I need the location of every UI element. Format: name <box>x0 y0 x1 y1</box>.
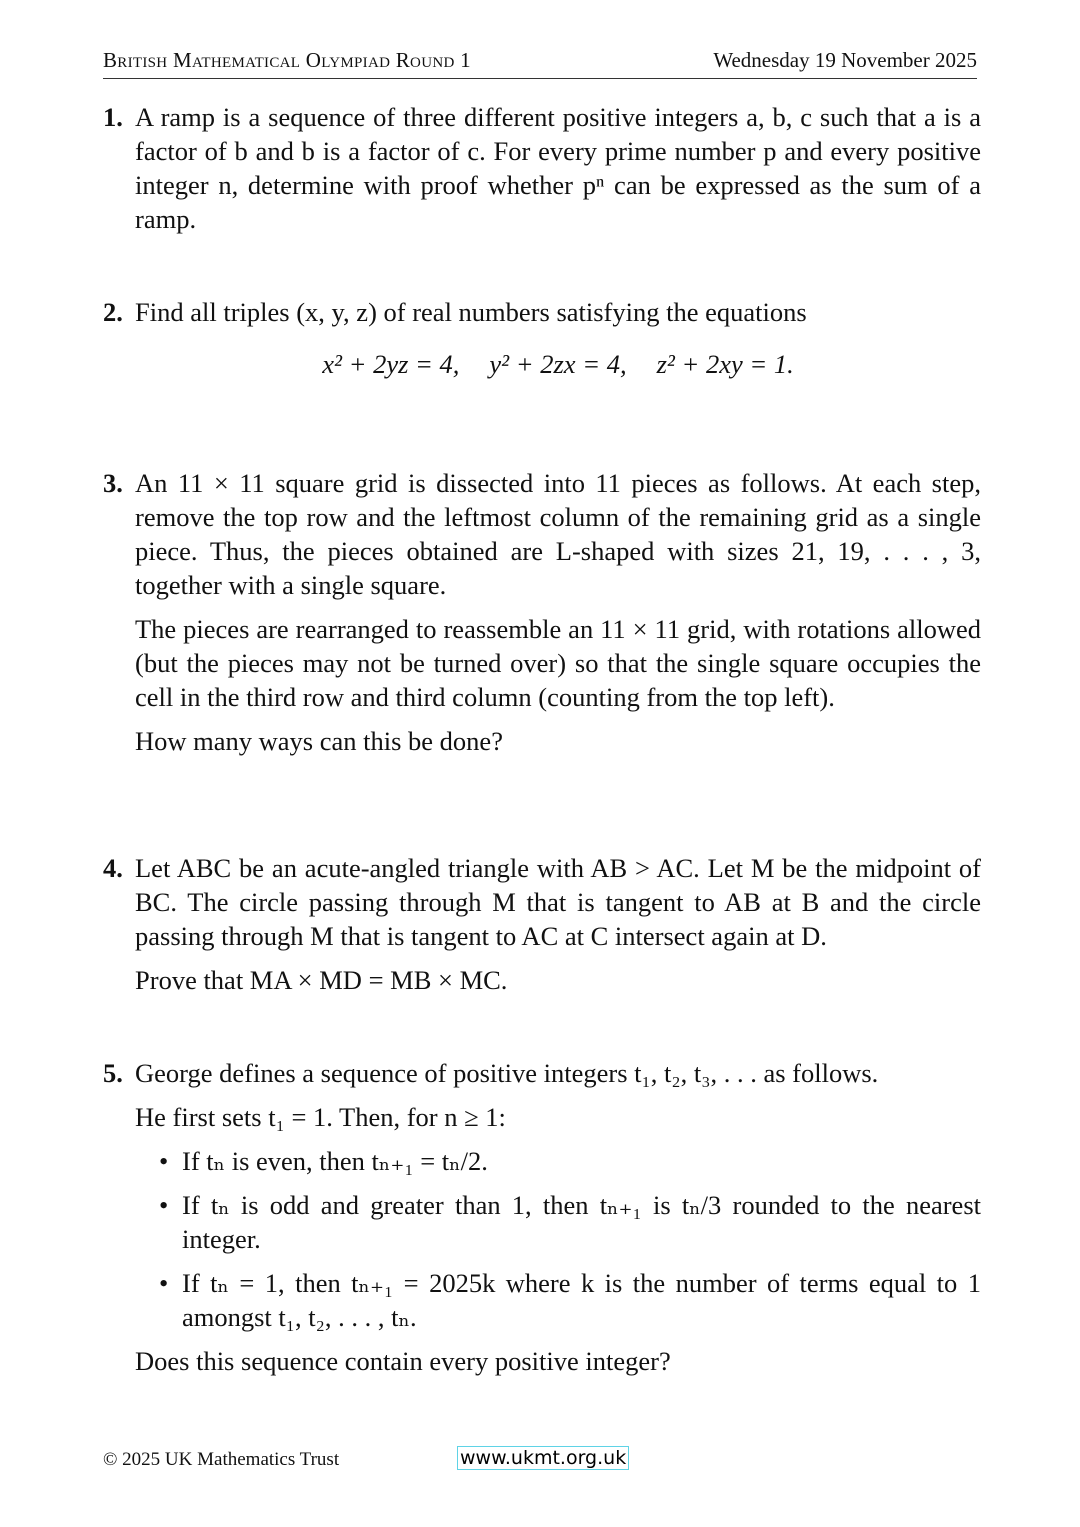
problem-paragraph: The pieces are rearranged to reassemble an 11 × 11 grid, with rotations allowed (but the pieces may not be turned over) so that the single square occupies the cell in the third row and third column (counting from the top left). <box>135 614 981 712</box>
problem-3 <box>103 466 981 768</box>
ukmt-website-link[interactable]: www.ukmt.org.uk <box>457 1446 629 1470</box>
problem-question: Prove that MA × MD = MB × MC. <box>135 965 508 995</box>
equation-1: x² + 2yz = 4, <box>322 349 460 379</box>
problem-question: Does this sequence contain every positive integer? <box>135 1346 671 1376</box>
equation-system <box>135 347 981 381</box>
problem-intro: George defines a sequence of positive integers t₁, t₂, t₃, . . . as follows. <box>135 1058 879 1088</box>
equation-2: y² + 2zx = 4, <box>489 349 627 379</box>
problem-4 <box>103 851 981 1007</box>
rule-item: • If tₙ = 1, then tₙ₊₁ = 2025k where k is the number of terms equal to 1 amongst t₁, t₂, . . . , tₙ. <box>159 1268 981 1332</box>
problem-question: How many ways can this be done? <box>135 726 503 756</box>
problem-paragraph: Let ABC be an acute-angled triangle with AB > AC. Let M be the midpoint of BC. The circle passing through M that is tangent to AB at B and the circle passing through M that is tangent to AC at C intersect again at D. <box>135 853 981 951</box>
exam-title: British Mathematical Olympiad Round 1 <box>103 48 471 72</box>
bullet-icon: • <box>159 1190 169 1220</box>
bullet-icon: • <box>159 1268 169 1298</box>
problem-text: A ramp is a sequence of three different positive integers a, b, c such that a is a factor of b and b is a factor of c. For every prime number p and every positive integer n, determine with proof whether pⁿ can be expressed as the sum of a ramp. <box>135 102 981 234</box>
problem-setup: He first sets t₁ = 1. Then, for n ≥ 1: <box>135 1102 506 1132</box>
exam-date: Wednesday 19 November 2025 <box>713 48 977 72</box>
problem-text: Find all triples (x, y, z) of real numbers satisfying the equations <box>135 297 807 327</box>
problem-2 <box>103 295 981 381</box>
equation-3: z² + 2xy = 1. <box>656 349 794 379</box>
rule-item: • If tₙ is odd and greater than 1, then tₙ₊₁ is tₙ/3 rounded to the nearest integer. <box>159 1190 981 1254</box>
problem-number: 3. <box>103 468 123 498</box>
copyright-notice: © 2025 UK Mathematics Trust <box>103 1449 340 1470</box>
bullet-icon: • <box>159 1146 169 1176</box>
problem-number: 5. <box>103 1058 123 1088</box>
rule-list <box>135 1144 981 1334</box>
problem-1 <box>103 100 981 246</box>
problem-number: 1. <box>103 102 123 132</box>
page-header <box>103 48 977 79</box>
problem-number: 2. <box>103 297 123 327</box>
problem-paragraph: An 11 × 11 square grid is dissected into 11 pieces as follows. At each step, remove the top row and the leftmost column of the remaining grid as a single piece. Thus, the pieces obtained are L-shaped with sizes 21, 19, . . . , 3, together with a single square. <box>135 468 981 600</box>
problem-number: 4. <box>103 853 123 883</box>
page-footer <box>103 1446 977 1476</box>
rule-item: • If tₙ is even, then tₙ₊₁ = tₙ/2. <box>159 1146 488 1176</box>
problem-5 <box>103 1056 981 1388</box>
